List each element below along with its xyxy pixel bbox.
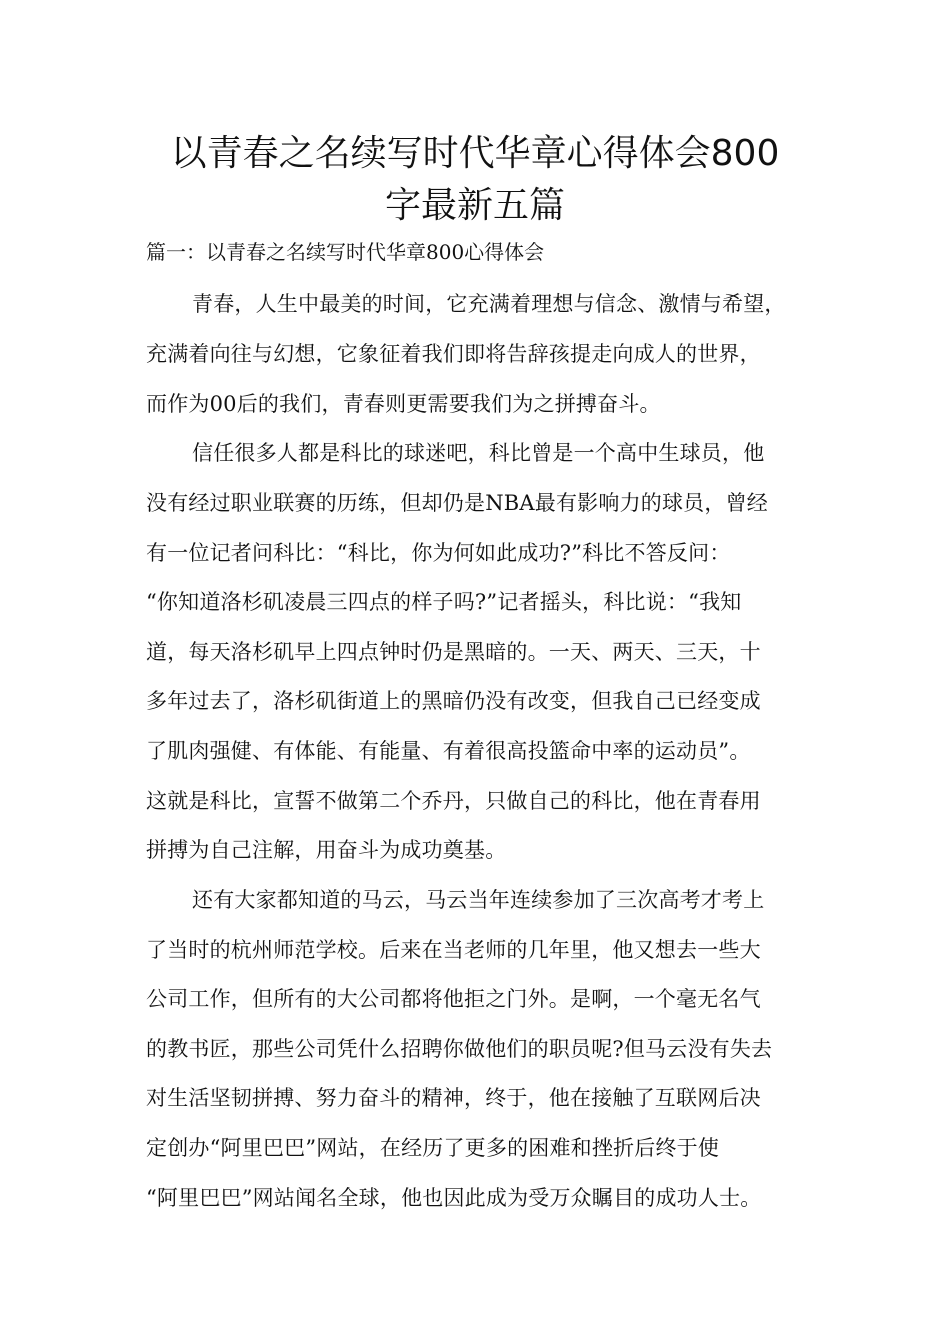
paragraph-1-line-3: 而作为00后的我们，青春则更需要我们为之拼搏奋斗。 [146, 392, 661, 416]
paragraph-3-line-4: 的教书匠，那些公司凭什么招聘你做他们的职员呢?但马云没有失去 [146, 1037, 773, 1061]
paragraph-3-line-7: “阿里巴巴”网站闻名全球，他也因此成为受万众瞩目的成功人士。 [146, 1186, 762, 1210]
paragraph-2-line-9: 拼搏为自己注解，用奋斗为成功奠基。 [146, 838, 507, 862]
document-title-line-1: 以青春之名续写时代华章心得体会800 [170, 133, 780, 174]
section-heading: 篇一：以青春之名续写时代华章800心得体会 [146, 240, 545, 264]
paragraph-2-line-8: 这就是科比，宣誓不做第二个乔丹，只做自己的科比，他在青春用 [146, 789, 761, 813]
document-title-line-2: 字最新五篇 [384, 185, 565, 226]
paragraph-2-line-2: 没有经过职业联赛的历练，但却仍是NBA最有影响力的球员，曾经 [146, 491, 768, 515]
paragraph-2-line-1: 信任很多人都是科比的球迷吧，科比曾是一个高中生球员，他 [192, 441, 765, 465]
paragraph-2-line-5: 道，每天洛杉矶早上四点钟时仍是黑暗的。一天、两天、三天，十 [146, 640, 761, 664]
paragraph-3-line-3: 公司工作，但所有的大公司都将他拒之门外。是啊，一个毫无名气 [146, 987, 761, 1011]
paragraph-2-line-7: 了肌肉强健、有体能、有能量、有着很高投篮命中率的运动员”。 [146, 739, 751, 763]
paragraph-3-line-2: 了当时的杭州师范学校。后来在当老师的几年里，他又想去一些大 [146, 938, 761, 962]
paragraph-3-line-5: 对生活坚韧拼搏、努力奋斗的精神，终于，他在接触了互联网后决 [146, 1086, 761, 1110]
paragraph-1-line-1: 青春，人生中最美的时间，它充满着理想与信念、激情与希望， [192, 292, 786, 316]
paragraph-2-line-4: “你知道洛杉矶凌晨三四点的样子吗?”记者摇头，科比说：“我知 [146, 590, 742, 614]
paragraph-3-line-1: 还有大家都知道的马云，马云当年连续参加了三次高考才考上 [192, 888, 765, 912]
paragraph-1-line-2: 充满着向往与幻想，它象征着我们即将告辞孩提走向成人的世界， [146, 342, 761, 366]
paragraph-2-line-3: 有一位记者问科比：“科比，你为何如此成功?”科比不答反问： [146, 541, 731, 565]
paragraph-2-line-6: 多年过去了，洛杉矶街道上的黑暗仍没有改变，但我自己已经变成 [146, 689, 761, 713]
paragraph-3-line-6: 定创办“阿里巴巴”网站，在经历了更多的困难和挫折后终于使 [146, 1136, 720, 1160]
